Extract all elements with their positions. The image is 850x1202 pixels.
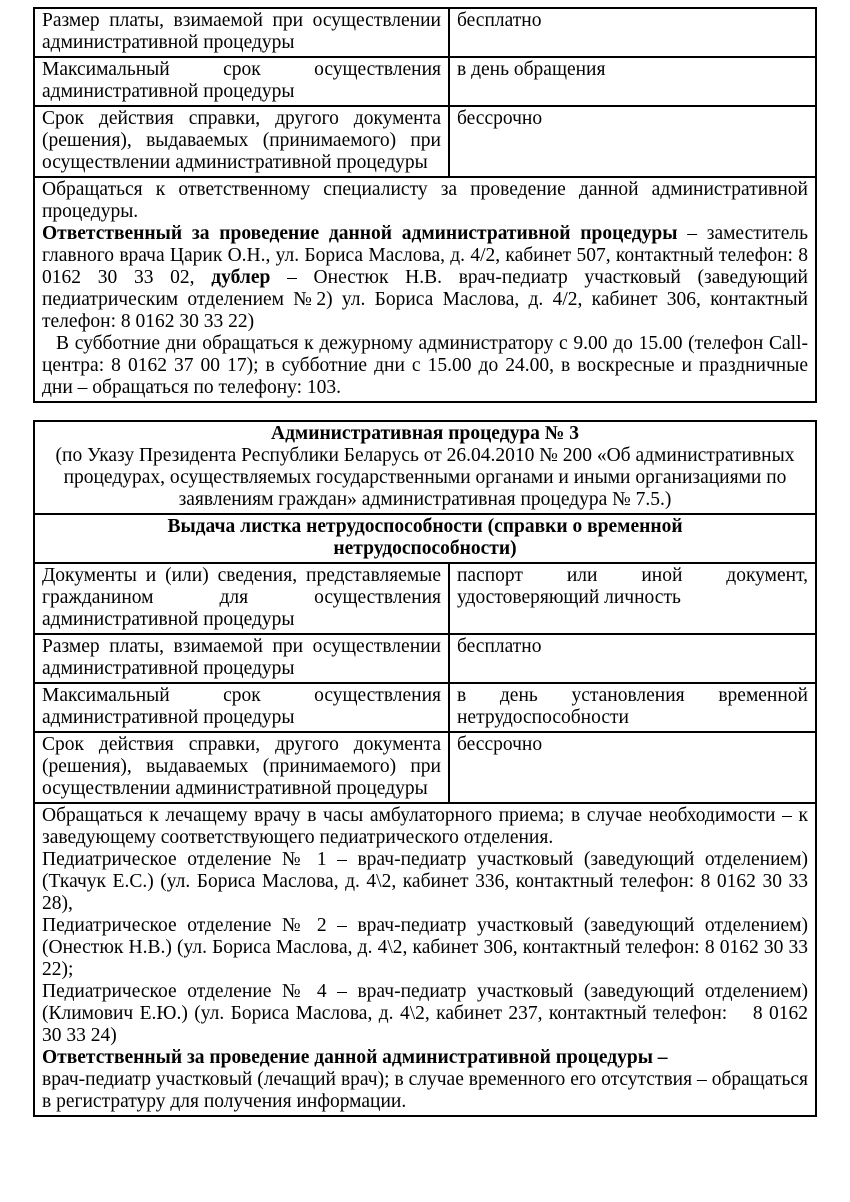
table-row — [34, 683, 816, 732]
table-row — [34, 563, 816, 634]
table-row — [34, 514, 816, 563]
responsible-heading: Ответственный за проведение данной административной процедуры — [42, 223, 678, 244]
table-row — [34, 421, 816, 514]
row-value: в день установления временной нетрудоспособности — [457, 685, 808, 728]
row-value: паспорт или иной документ, удостоверяющий личность — [457, 565, 808, 608]
procedure-table-1 — [33, 7, 817, 403]
row-label: Максимальный срок осуществления административной процедуры — [42, 685, 441, 728]
row-value: бессрочно — [457, 734, 543, 755]
row-value-cell — [449, 634, 816, 683]
row-value-cell — [449, 683, 816, 732]
table-row — [34, 57, 816, 106]
note-paragraph-responsible: Ответственный за проведение данной административной процедуры – заместитель главного врача Царик О.Н., ул. Бориса Маслова, д. 4/2, кабинет 507, контактный телефон: 8 0162 30 33 02, дублер – Онестюк Н.В. врач-педиатр участковый (заведующий педиатрическим отделением №2) ул. Бориса Маслова, д. 4/2, кабинет 306, контактный телефон: 8 0162 30 33 22) — [42, 223, 808, 332]
row-label-cell — [34, 683, 449, 732]
row-label: Размер платы, взимаемой при осуществлении административной процедуры — [42, 10, 441, 53]
note-paragraph-dept-4: Педиатрическое отделение № 4 – врач-педиатр участковый (заведующий отделением) (Климович Е.Ю.) (ул. Бориса Маслова, д. 4\2, кабинет 237, контактный телефон: 8 0162 30 33 24) — [42, 981, 808, 1046]
table-gap — [33, 403, 817, 420]
row-label-cell — [34, 563, 449, 634]
row-value-cell — [449, 57, 816, 106]
procedure-title: Административная процедура № 3 — [270, 423, 580, 444]
responsible-heading: Ответственный за проведение данной административной процедуры – — [42, 1047, 668, 1068]
row-value-cell — [449, 106, 816, 177]
table-row — [34, 732, 816, 803]
contact-note-cell — [34, 803, 816, 1116]
procedure-subtitle-cell — [34, 514, 816, 563]
row-value: бессрочно — [457, 108, 543, 129]
note-paragraph: Обращаться к ответственному специалисту за проведение данной административной процедуры. — [42, 179, 808, 222]
row-value-cell — [449, 563, 816, 634]
row-label-cell — [34, 634, 449, 683]
table-row — [34, 803, 816, 1116]
procedure-title-cell — [34, 421, 816, 514]
procedure-subtitle: Выдача листка нетрудоспособности (справки о временной нетрудоспособности) — [167, 516, 683, 559]
table-row — [34, 177, 816, 402]
row-label-cell — [34, 8, 449, 57]
row-label-cell — [34, 106, 449, 177]
note-paragraph-dept-2: Педиатрическое отделение № 2 – врач-педиатр участковый (заведующий отделением) (Онестюк Н.В.) (ул. Бориса Маслова, д. 4\2, кабинет 306, контактный телефон: 8 0162 30 33 22); — [42, 915, 808, 980]
table-row — [34, 8, 816, 57]
row-label-cell — [34, 732, 449, 803]
procedure-table-2 — [33, 420, 817, 1117]
table-row — [34, 634, 816, 683]
note-paragraph-dept-1: Педиатрическое отделение № 1 – врач-педиатр участковый (заведующий отделением) (Ткачук Е.С.) (ул. Бориса Маслова, д. 4\2, кабинет 336, контактный телефон: 8 0162 30 33 28), — [42, 849, 808, 914]
row-value-cell — [449, 8, 816, 57]
row-value-cell — [449, 732, 816, 803]
row-label: Максимальный срок осуществления административной процедуры — [42, 59, 441, 102]
procedure-legal-basis: (по Указу Президента Республики Беларусь от 26.04.2010 № 200 «Об административных процедурах, осуществляемых государственными органами и иными организациями по заявлениям граждан» административная процедура № 7.5.) — [55, 445, 795, 510]
row-value: в день обращения — [457, 59, 606, 80]
deputy-label: дублер — [211, 267, 271, 288]
note-paragraph-saturday: В субботние дни обращаться к дежурному администратору с 9.00 до 15.00 (телефон Call-центра: 8 0162 37 00 17); в субботние дни с 15.00 до 24.00, в воскресные и праздничные дни – обращаться по телефону: 103. — [42, 333, 808, 398]
row-label: Срок действия справки, другого документа (решения), выдаваемых (принимаемого) при осуществлении административной процедуры — [42, 734, 441, 799]
row-label: Документы и (или) сведения, представляемые гражданином для осуществления административной процедуры — [42, 565, 441, 630]
row-value: бесплатно — [457, 636, 542, 657]
note-paragraph: Обращаться к лечащему врачу в часы амбулаторного приема; в случае необходимости – к заведующему соответствующего педиатрического отделения. — [42, 805, 808, 848]
row-label: Размер платы, взимаемой при осуществлении административной процедуры — [42, 636, 441, 679]
contact-note-cell — [34, 177, 816, 402]
table-row — [34, 106, 816, 177]
row-label-cell — [34, 57, 449, 106]
note-paragraph-responsible-details: врач-педиатр участковый (лечащий врач); в случае временного его отсутствия – обращаться в регистратуру для получения информации. — [42, 1069, 808, 1112]
row-label: Срок действия справки, другого документа (решения), выдаваемых (принимаемого) при осуществлении административной процедуры — [42, 108, 441, 173]
row-value: бесплатно — [457, 10, 542, 31]
